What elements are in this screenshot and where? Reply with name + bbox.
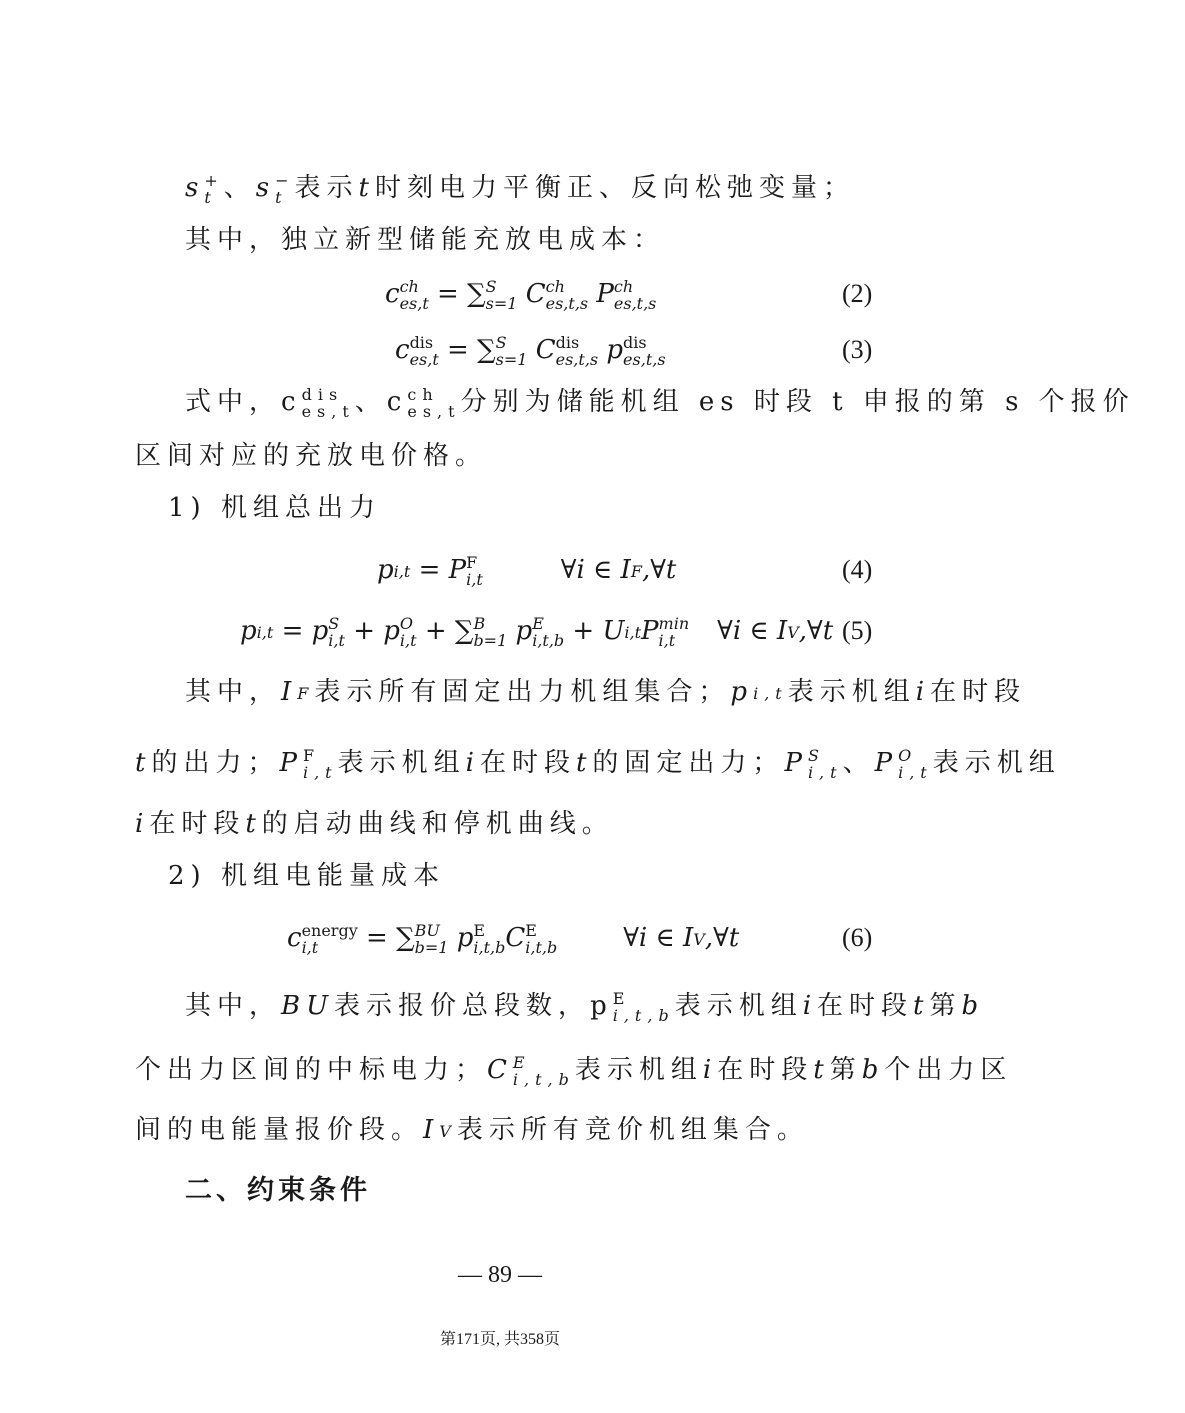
text-fragment: 第	[929, 991, 962, 1021]
page-footer: 第171页, 共358页	[439, 1331, 560, 1348]
section-heading: 二、约束条件	[185, 1175, 371, 1206]
text-fragment: 的固定出力；	[592, 748, 785, 778]
page-number: — 89 —	[458, 1262, 542, 1288]
text-fragment: 表示机组	[674, 991, 803, 1021]
equation-3: c dis es,t = ∑ S s=1 C dis es,t,s p dis es,t,s	[395, 333, 666, 369]
equation-number: (5)	[842, 616, 873, 645]
var-t: t	[913, 991, 930, 1021]
text-fragment: 表示	[294, 173, 359, 203]
separator: 、	[354, 387, 387, 417]
text-fragment: 表示机组	[787, 677, 916, 707]
text-fragment: 表示报价总段数，	[334, 991, 591, 1021]
text-fragment: 表示机组	[337, 748, 466, 778]
equation-5: p i,t = p S i,t + p O i,t + ∑ B b=1 p E i,t,b + U i,t P min i,t ∀i ∈ I V ,∀t	[240, 614, 834, 650]
text-fragment: 表示所有固定出力机组集合；	[314, 677, 731, 707]
equation-number: (4)	[842, 555, 873, 584]
text-fragment: 第	[829, 1055, 862, 1085]
text-fragment: 间的电能量报价段。	[135, 1115, 424, 1145]
text-line	[135, 806, 1135, 842]
text-fragment: 分别为储能机组 es 时段 t 申报的第 s 个报价	[460, 387, 1135, 417]
text-fragment: 表示所有竞价机组集合。	[456, 1115, 809, 1145]
text-line: 其中，独立新型储能充放电成本：	[185, 225, 666, 255]
text-fragment: 个出力区间的中标电力；	[135, 1055, 488, 1085]
var-b: b	[961, 991, 985, 1021]
text-fragment: 在时段	[479, 748, 576, 778]
var-t: t	[135, 748, 152, 778]
var-t: t	[245, 809, 262, 839]
text-fragment: 在时段	[817, 991, 914, 1021]
text-line: 区间对应的充放电价格。	[135, 441, 488, 471]
text-fragment: 其中，	[185, 677, 282, 707]
text-fragment: 的出力；	[151, 748, 280, 778]
text-fragment: 在时段	[149, 809, 246, 839]
equation-4: p i,t = P F i,t ∀i ∈ I F ,∀t	[377, 553, 677, 589]
text-line: 其中，BU表示报价总段数，p E i,t,b 表示机组i在时段t第b	[185, 989, 985, 1025]
text-fragment: 式中，	[185, 387, 282, 417]
var-i: i	[915, 677, 931, 707]
text-fragment: 的启动曲线和停机曲线。	[261, 809, 614, 839]
equation-number: (6)	[842, 923, 873, 952]
equation-2: c ch es,t = ∑ S s=1 C ch es,t,s P ch es,t,s	[385, 277, 657, 313]
var-i: i	[802, 991, 818, 1021]
equation-number: (2)	[842, 279, 873, 308]
var-b: b	[861, 1055, 885, 1085]
text-line: 间的电能量报价段。I V 表示所有竞价机组集合。	[135, 1115, 809, 1145]
text-line: 个出力区间的中标电力；C E i,t,b 表示机组i在时段t第b个出力区	[135, 1053, 1013, 1089]
equation-6: c energy i,t = ∑ BU b=1 p E i,t,b C E i,t,b ∀i ∈ I V ,∀t	[287, 921, 740, 957]
var-i: i	[702, 1055, 718, 1085]
text-line: t的出力；P F i,t 表示机组i在时段t的固定出力；P S i,t 、P O i,t 表示机组	[135, 746, 1061, 782]
var-t: t	[358, 173, 375, 203]
text-fragment: 表示机组	[932, 748, 1061, 778]
text-fragment: 其中，	[185, 991, 282, 1021]
text-fragment: 在时段	[717, 1055, 814, 1085]
var-i: i	[465, 748, 480, 778]
text-fragment: 时刻电力平衡正、反向松弛变量；	[374, 173, 855, 203]
separator: 、	[842, 748, 875, 778]
var-BU: BU	[281, 991, 335, 1021]
equation-number: (3)	[842, 335, 873, 364]
var-t: t	[575, 748, 593, 778]
var-t: t	[813, 1055, 830, 1085]
text-line: 其中，I F 表示所有固定出力机组集合；p i,t 表示机组i在时段	[185, 677, 1027, 707]
text-fragment: 在时段	[930, 677, 1027, 707]
text-fragment: 个出力区	[884, 1055, 1013, 1085]
var-i: i	[135, 809, 150, 839]
text-fragment: 表示机组	[574, 1055, 703, 1085]
text-line: 式中，c dis es,t 、c ch es,t 分别为储能机组 es 时段 t 申报的第 s 个报价	[185, 385, 1135, 421]
section-subheading: 1) 机组总出力	[168, 493, 381, 523]
section-subheading: 2) 机组电能量成本	[168, 861, 445, 891]
separator: 、	[223, 173, 256, 203]
text-line: s + t 、s − t 表示t时刻电力平衡正、反向松弛变量；	[185, 171, 855, 207]
